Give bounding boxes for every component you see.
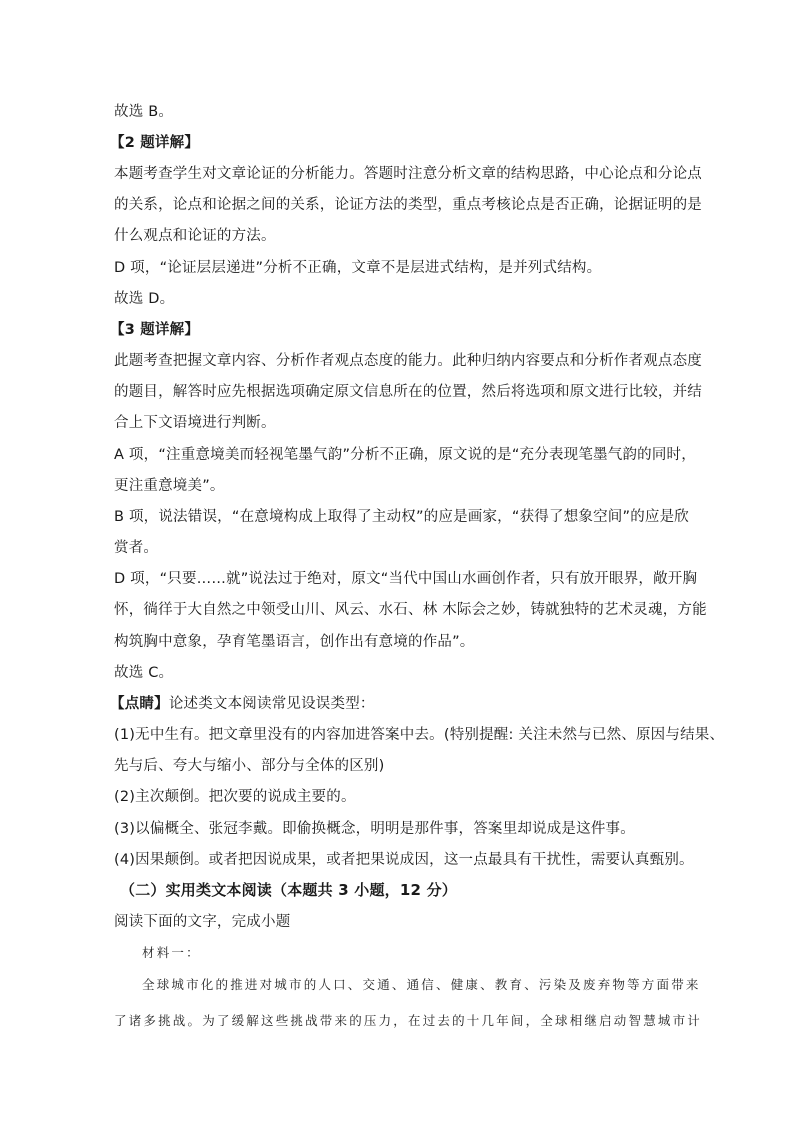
paragraph-line: 怀，徜徉于大自然之中领受山川、风云、水石、林 木际会之妙，铸就独特的艺术灵魂，方能 (114, 602, 707, 618)
paragraph-line: 此题考查把握文章内容、分析作者观点态度的能力。此种归纳内容要点和分析作者观点态度 (114, 353, 702, 369)
paragraph-line: 的题目，解答时应先根据选项确定原文信息所在的位置，然后将选项和原文进行比较，并结 (114, 384, 702, 400)
paragraph-line: 什么观点和论证的方法。 (114, 228, 276, 244)
paragraph-line: D 项，“论证层层递进”分析不正确，文章不是层进式结构，是并列式结构。 (114, 260, 602, 276)
answer-line: 故选 C。 (114, 665, 174, 681)
paragraph-line: B 项，说法错误，“在意境构成上取得了主动权”的应是画家，“获得了想象空间”的应是欣 (114, 509, 690, 525)
list-item: (2)主次颠倒。把次要的说成主要的。 (114, 789, 356, 805)
material-line: 了诸多挑战。为了缓解这些挑战带来的压力，在过去的十几年间，全球相继启动智慧城市计 (114, 1013, 703, 1028)
answer-line: 故选 B。 (114, 104, 174, 120)
list-item: 先与后、夸大与缩小、部分与全体的区别) (114, 758, 385, 774)
list-item: (3)以偏概全、张冠李戴。即偷换概念，明明是那件事，答案里却说成是这件事。 (114, 821, 635, 837)
pointing-line (110, 694, 375, 714)
answer-line: 故选 D。 (114, 291, 175, 307)
list-item: (1)无中生有。把文章里没有的内容加进答案中去。(特别提醒: 关注未然与已然、原因与结果、 (114, 727, 725, 743)
section-label: 【2 题详解】 (110, 135, 200, 151)
paragraph-line: D 项，“只要……就”说法过于绝对，原文“当代中国山水画创作者，只有放开眼界，敞开胸 (114, 571, 698, 587)
paragraph-line: 的关系，论点和论据之间的关系，论证方法的类型，重点考核论点是否正确，论据证明的是 (114, 197, 702, 213)
pointing-text: 论述类文本阅读常见设误类型： (168, 696, 375, 712)
list-item: (4)因果颠倒。或者把因说成果，或者把果说成因，这一点最具有干扰性，需要认真甄别。 (114, 852, 694, 868)
section-label: 【3 题详解】 (110, 322, 200, 338)
paragraph-line: 合上下文语境进行判断。 (114, 415, 276, 431)
section-heading: （二）实用类文本阅读（本题共 3 小题，12 分） (120, 881, 457, 899)
material-label: 材料一： (142, 945, 201, 960)
instruction-text: 阅读下面的文字，完成小题 (114, 914, 291, 930)
paragraph-line: 构筑胸中意象，孕育笔墨语言，创作出有意境的作品”。 (114, 634, 475, 650)
paragraph-line: 本题考查学生对文章论证的分析能力。答题时注意分析文章的结构思路，中心论点和分论点 (114, 166, 702, 182)
material-line: 全球城市化的推进对城市的人口、交通、通信、健康、教育、污染及废弃物等方面带来 (142, 977, 701, 992)
paragraph-line: 更注重意境美”。 (114, 478, 225, 494)
paragraph-line: 赏者。 (114, 540, 159, 556)
paragraph-line: A 项，“注重意境美而轻视笔墨气韵”分析不正确，原文说的是“充分表现笔墨气韵的同时， (114, 447, 696, 463)
pointing-tag: 【点睛】 (110, 696, 169, 712)
